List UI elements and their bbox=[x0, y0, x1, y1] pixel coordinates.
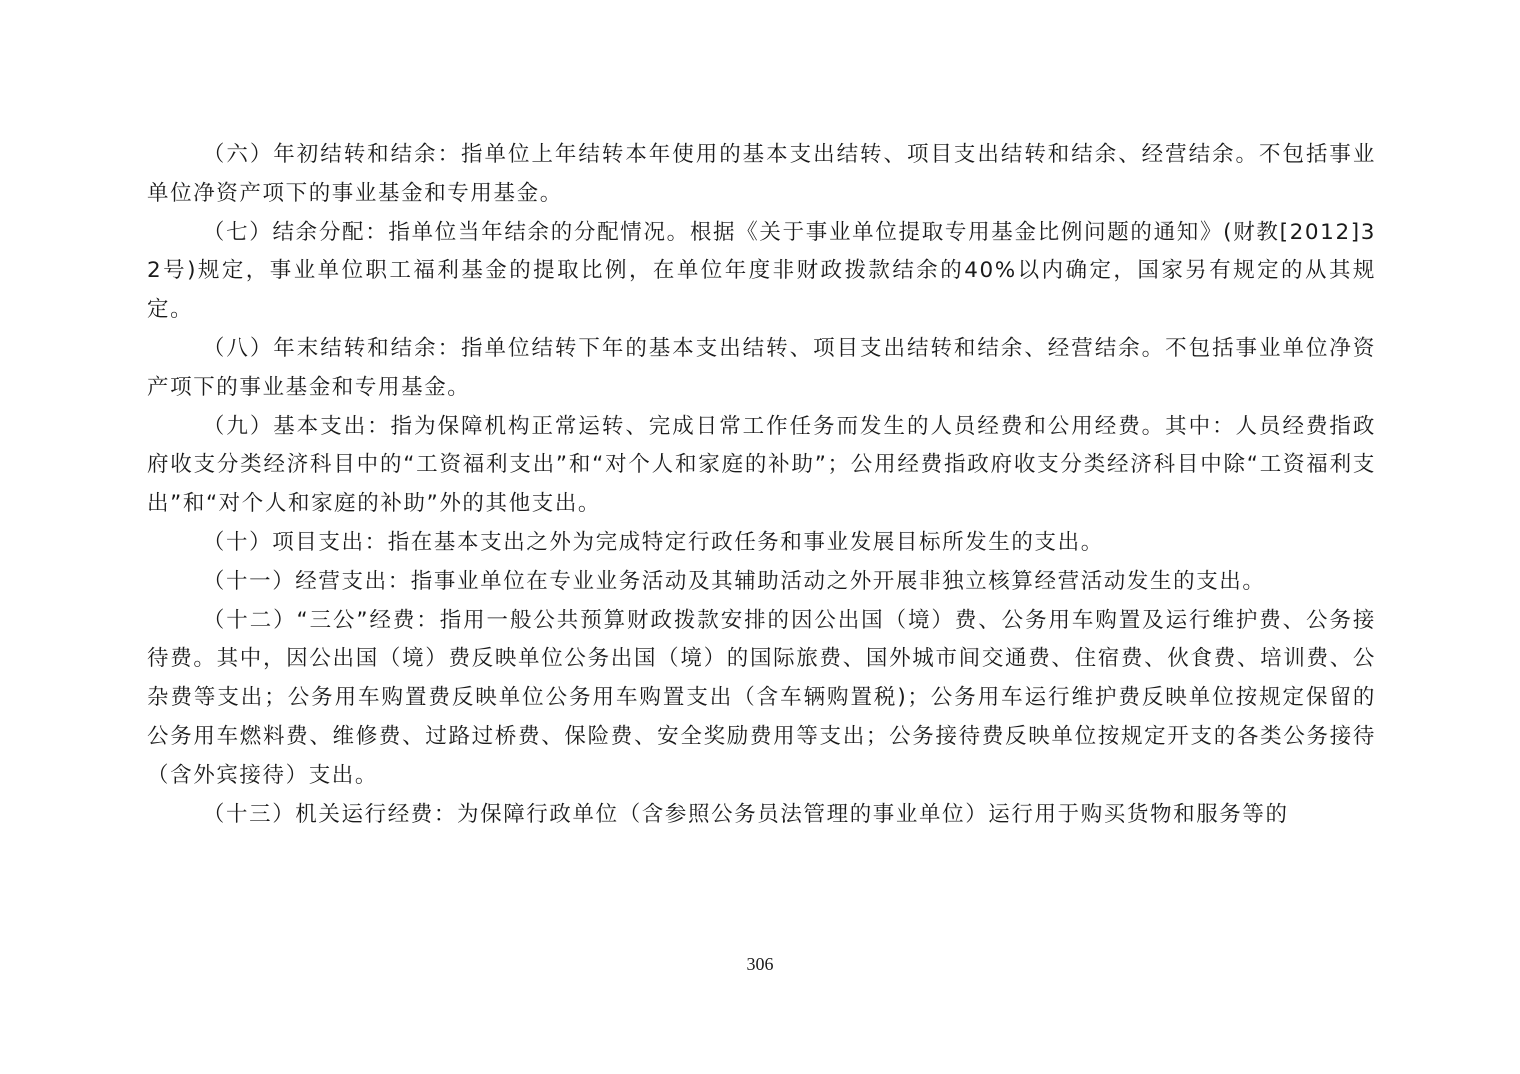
paragraph-three-public-expenses: （十二）“三公”经费：指用一般公共预算财政拨款安排的因公出国（境）费、公务用车购置及运行维护费、公务接待费。其中，因公出国（境）费反映单位公务出国（境）的国际旅费、国外城市间交通费、住宿费、伙食费、培训费、公杂费等支出；公务用车购置费反映单位公务用车购置支出（含车辆购置税)；公务用车运行维护费反映单位按规定保留的公务用车燃料费、维修费、过路过桥费、保险费、安全奖励费用等支出；公务接待费反映单位按规定开支的各类公务接待（含外宾接待）支出。 bbox=[147, 607, 1376, 788]
paragraph-carryover-end: （八）年末结转和结余：指单位结转下年的基本支出结转、项目支出结转和结余、经营结余。不包括事业单位净资产项下的事业基金和专用基金。 bbox=[147, 335, 1376, 400]
page-number: 306 bbox=[746, 954, 774, 974]
paragraph-agency-operating-expenses: （十三）机关运行经费：为保障行政单位（含参照公务员法管理的事业单位）运行用于购买货物和服务等的 bbox=[202, 801, 1289, 827]
paragraph-carryover-beginning: （六）年初结转和结余：指单位上年结转本年使用的基本支出结转、项目支出结转和结余、经营结余。不包括事业单位净资产项下的事业基金和专用基金。 bbox=[147, 142, 1376, 206]
paragraph-surplus-distribution: （七）结余分配：指单位当年结余的分配情况。根据《关于事业单位提取专用基金比例问题的通知》(财教[2012]32号)规定，事业单位职工福利基金的提取比例，在单位年度非财政拨款结余的40%以内确定，国家另有规定的从其规定。 bbox=[147, 219, 1376, 323]
paragraph-operating-expenditure: （十一）经营支出：指事业单位在专业业务活动及其辅助活动之外开展非独立核算经营活动发生的支出。 bbox=[202, 568, 1266, 594]
paragraph-basic-expenditure: （九）基本支出：指为保障机构正常运转、完成日常工作任务而发生的人员经费和公用经费。其中：人员经费指政府收支分类经济科目中的“工资福利支出”和“对个人和家庭的补助”；公用经费指政府收支分类经济科目中除“工资福利支出”和“对个人和家庭的补助”外的其他支出。 bbox=[147, 413, 1376, 517]
document-body bbox=[147, 136, 1376, 834]
paragraph-project-expenditure: （十）项目支出：指在基本支出之外为完成特定行政任务和事业发展目标所发生的支出。 bbox=[202, 529, 1104, 555]
